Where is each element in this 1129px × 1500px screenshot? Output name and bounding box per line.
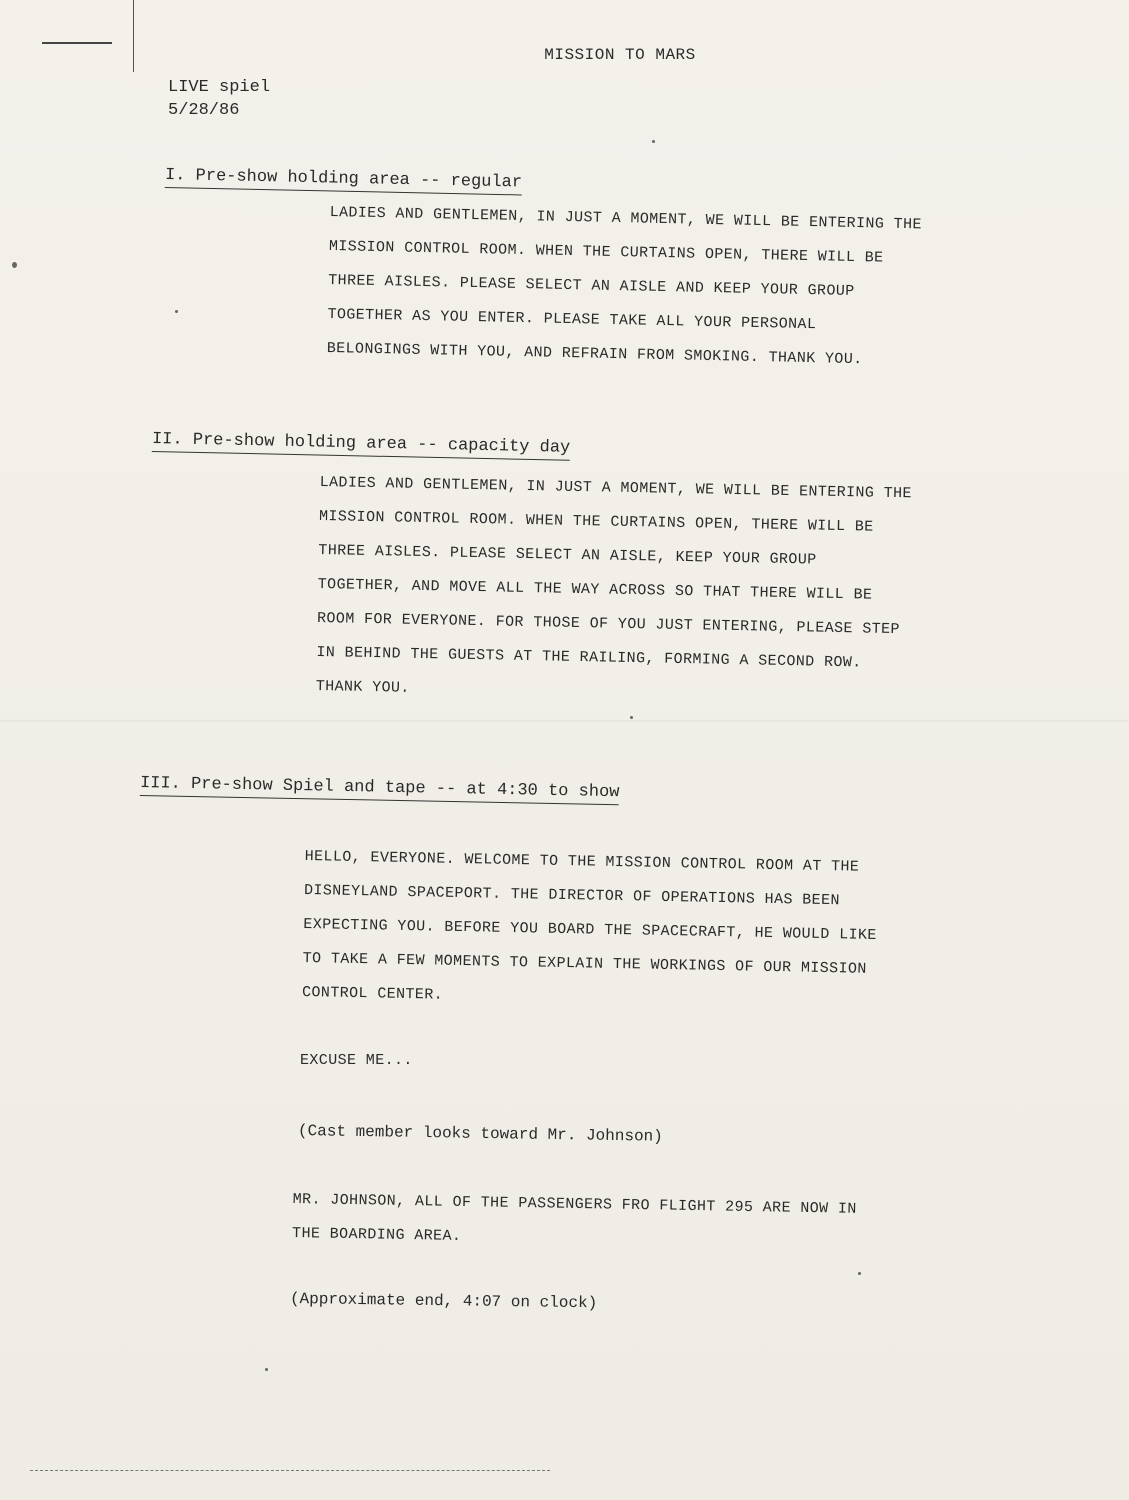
announcement <box>292 1183 857 1261</box>
text-line: MISSION CONTROL ROOM. WHEN THE CURTAINS OPEN, THERE WILL BE <box>318 507 874 536</box>
text-line: THREE AISLES. PLEASE SELECT AN AISLE, KEEP YOUR GROUP <box>318 541 817 569</box>
speck <box>12 262 17 268</box>
text-line: CONTROL CENTER. <box>301 983 444 1004</box>
meta-label: LIVE spiel <box>168 78 271 97</box>
text-line: LADIES AND GENTLEMEN, IN JUST A MOMENT, WE WILL BE ENTERING THE <box>329 203 922 234</box>
section-heading-1: I. Pre-show holding area -- regular <box>165 166 522 195</box>
speck <box>175 310 178 313</box>
text-line: THE BOARDING AREA. <box>291 1224 462 1245</box>
text-line: TO TAKE A FEW MOMENTS TO EXPLAIN THE WORKINGS OF OUR MISSION <box>302 949 867 978</box>
text-line: IN BEHIND THE GUESTS AT THE RAILING, FORMING A SECOND ROW. <box>316 643 862 672</box>
speck <box>652 140 655 143</box>
speck <box>630 716 633 719</box>
text-line: THANK YOU. <box>315 677 410 697</box>
text-line: MISSION CONTROL ROOM. WHEN THE CURTAINS OPEN, THERE WILL BE <box>328 237 884 267</box>
paper-fold <box>0 720 1129 722</box>
section-body-3 <box>302 840 879 1021</box>
text-line: EXPECTING YOU. BEFORE YOU BOARD THE SPACECRAFT, HE WOULD LIKE <box>303 915 877 944</box>
document-meta <box>168 76 270 122</box>
text-line: THREE AISLES. PLEASE SELECT AN AISLE AND KEEP YOUR GROUP <box>328 271 855 301</box>
section-body-2 <box>315 466 912 715</box>
end-note: (Approximate end, 4:07 on clock) <box>289 1290 598 1313</box>
text-line: DISNEYLAND SPACEPORT. THE DIRECTOR OF OPERATIONS HAS BEEN <box>303 881 840 910</box>
speck <box>858 1272 861 1275</box>
stage-direction: (Cast member looks toward Mr. Johnson) <box>297 1122 663 1146</box>
text-line: LADIES AND GENTLEMEN, IN JUST A MOMENT, WE WILL BE ENTERING THE <box>319 473 913 503</box>
speck <box>265 1368 268 1371</box>
text-line: MR. JOHNSON, ALL OF THE PASSENGERS FRO FLIGHT 295 ARE NOW IN <box>292 1190 857 1218</box>
text-line: BELONGINGS WITH YOU, AND REFRAIN FROM SMOKING. THANK YOU. <box>326 339 863 369</box>
section-heading-2: II. Pre-show holding area -- capacity day <box>152 430 571 461</box>
text-line: TOGETHER AS YOU ENTER. PLEASE TAKE ALL YOUR PERSONAL <box>327 305 817 334</box>
meta-date: 5/28/86 <box>168 101 240 120</box>
section-body-1 <box>326 196 922 378</box>
bottom-rule <box>30 1470 550 1472</box>
pen-mark <box>42 42 112 44</box>
section-heading-3: III. Pre-show Spiel and tape -- at 4:30 to show <box>140 774 620 805</box>
document-title: MISSION TO MARS <box>544 46 696 64</box>
excuse-line: EXCUSE ME... <box>300 1052 413 1069</box>
text-line: TOGETHER, AND MOVE ALL THE WAY ACROSS SO THAT THERE WILL BE <box>317 575 873 604</box>
text-line: HELLO, EVERYONE. WELCOME TO THE MISSION CONTROL ROOM AT THE <box>304 847 860 876</box>
text-line: ROOM FOR EVERYONE. FOR THOSE OF YOU JUST ENTERING, PLEASE STEP <box>316 609 901 639</box>
edge-mark <box>133 0 134 72</box>
